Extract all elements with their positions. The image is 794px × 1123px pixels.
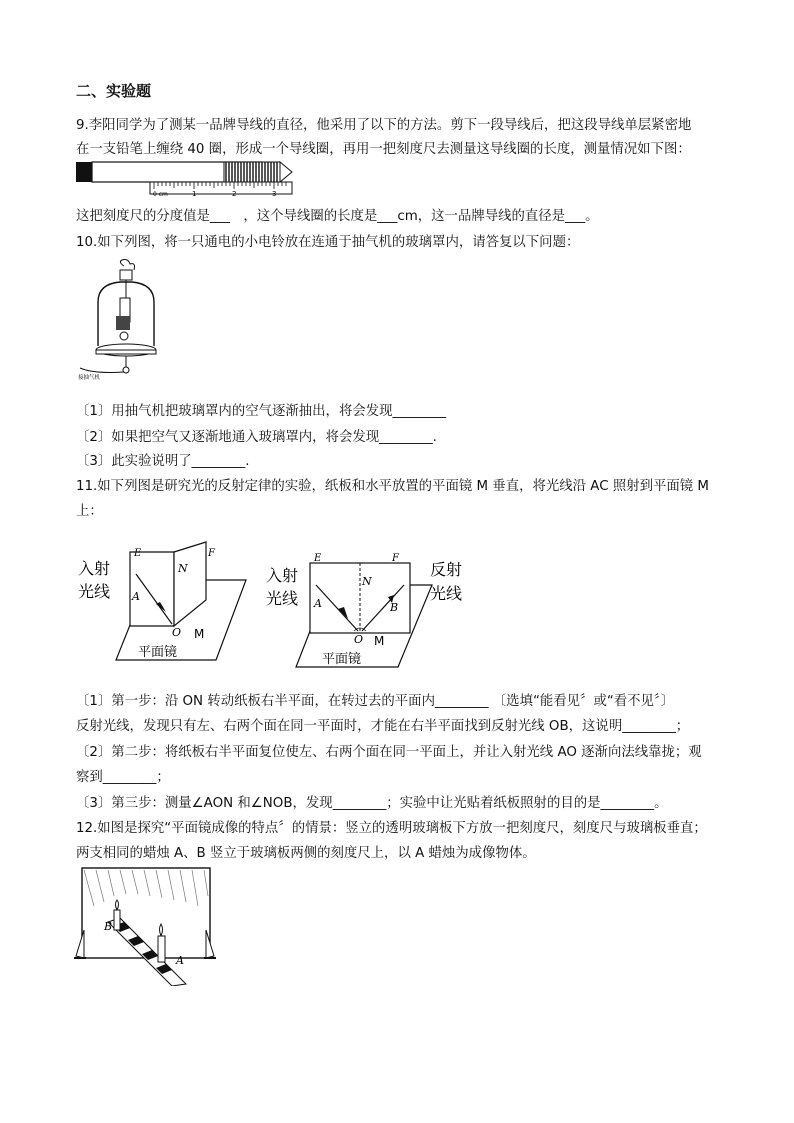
fig2-incident-line2: 光线	[266, 589, 299, 608]
ruler-label-0: 0 cm	[153, 191, 168, 198]
fig2-incident-line1: 入射	[266, 566, 299, 585]
fig2-O: O	[354, 633, 364, 646]
q11-sub1b: 反射光线，发现只有左、右两个面在同一平面时，才能在右半平面找到反射光线 OB，这说明________；	[76, 719, 690, 734]
fig2-mirror: 平面镜	[322, 652, 362, 667]
ruler-label-1: 1	[192, 190, 197, 198]
bell-jar-label: 接抽气机	[78, 375, 101, 381]
q10-sub2: 〔2〕如果把空气又逐渐地通入玻璃罩内，将会发现________.	[76, 430, 437, 445]
fig1-mirror: 平面镜	[138, 645, 178, 660]
fig1-N: N	[178, 562, 188, 575]
q11-sub1a: 〔1〕第一步：沿 ON 转动纸板右半平面，在转过去的平面内________ 〔选填“能看见〞或“看不见〞〕	[76, 694, 675, 709]
q9-line3: 这把刻度尺的分度值是___ ，这个导线圈的长度是___cm，这一品牌导线的直径是___。	[76, 209, 599, 224]
fig2-reflected-line2: 光线	[430, 584, 463, 603]
q11-sub3: 〔3〕第三步：测量∠AON 和∠NOB，发现________；实验中让光贴着纸板照射的目的是________。	[76, 796, 668, 811]
fig1-E: E	[134, 548, 142, 559]
fig1-incident-line1: 入射	[78, 559, 111, 578]
fig2-B: B	[390, 601, 399, 614]
fig1-F: F	[208, 548, 215, 559]
q10-sub3: 〔3〕此实验说明了________.	[76, 454, 250, 469]
q11-sub2b: 察到________；	[76, 770, 170, 785]
reflection-figure-2	[262, 545, 478, 673]
q10-line1: 10.如下列图，将一只通电的小电铃放在连通于抽气机的玻璃罩内，请答复以下问题：	[76, 235, 580, 250]
ruler-label-3: 3	[272, 190, 277, 198]
q9-line1: 9.李阳同学为了测某一品牌导线的直径，他采用了以下的方法。剪下一段导线后，把这段导线单层紧密地	[76, 118, 692, 133]
label-candle-B: B	[104, 920, 113, 933]
q9-line2: 在一支铅笔上缠绕 40 圈，形成一个导线圈，再用一把刻度尺去测量这导线圈的长度，测量情况如下图：	[76, 142, 691, 157]
q11-line1: 11.如下列图是研究光的反射定律的实验，纸板和水平放置的平面镜 M 垂直，将光线沿 AC 照射到平面镜 M	[76, 479, 709, 494]
pencil-ruler-figure	[74, 158, 294, 198]
q11-line2: 上：	[76, 504, 103, 519]
fig1-M: M	[194, 627, 205, 641]
q10-sub1: 〔1〕用抽气机把玻璃罩内的空气逐渐抽出，将会发现________	[76, 404, 447, 419]
fig1-incident-line2: 光线	[78, 582, 111, 601]
wire-coil	[224, 162, 280, 182]
section-title: 二、实验题	[76, 82, 152, 100]
fig2-E: E	[314, 553, 322, 564]
label-candle-A: A	[176, 954, 184, 967]
fig2-A: A	[314, 597, 322, 610]
fig2-F: F	[392, 553, 399, 564]
bell-jar-figure	[74, 258, 166, 382]
fig2-reflected-line1: 反射	[430, 560, 463, 579]
q12-line1: 12.如图是探究“平面镜成像的特点〞的情景：竖立的透明玻璃板下方放一把刻度尺，刻度尺与玻璃板垂直；	[76, 821, 707, 836]
fig2-N: N	[362, 575, 372, 588]
reflection-figure-1	[76, 540, 256, 670]
fig1-A: A	[132, 590, 140, 603]
ruler-label-2: 2	[232, 190, 237, 198]
q12-line2: 两支相同的蜡烛 A、B 竖立于玻璃板两侧的刻度尺上，以 A 蜡烛为成像物体。	[76, 846, 536, 861]
fig2-M: M	[374, 634, 385, 648]
q11-sub2a: 〔2〕第二步：将纸板右半平面复位使左、右两个面在同一平面上，并让入射光线 AO 逐渐向法线靠拢；观	[76, 745, 702, 760]
plane-mirror-figure	[74, 866, 216, 986]
fig1-O: O	[172, 626, 182, 639]
